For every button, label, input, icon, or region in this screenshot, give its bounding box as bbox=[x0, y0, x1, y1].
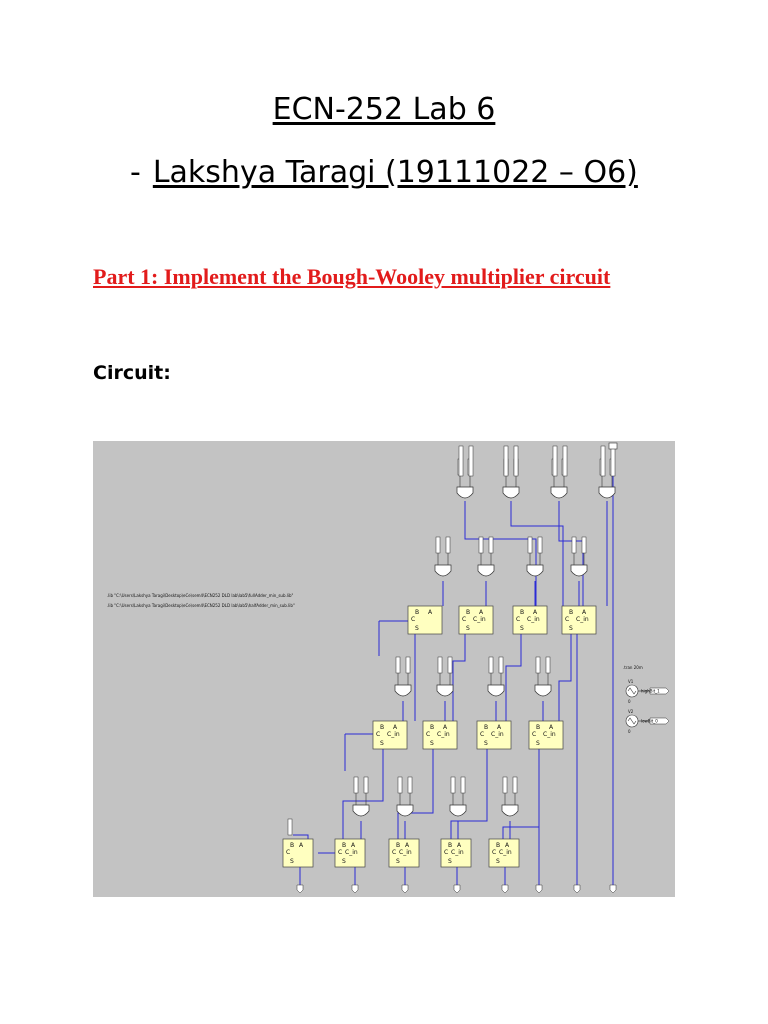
full-adder-block bbox=[441, 839, 471, 867]
schematic-drawing bbox=[93, 441, 675, 897]
svg-text:S: S bbox=[430, 740, 434, 747]
svg-text:C_in: C_in bbox=[399, 849, 412, 856]
input-tag bbox=[504, 446, 508, 476]
svg-text:S: S bbox=[396, 858, 400, 865]
svg-text:C_in: C_in bbox=[345, 849, 358, 856]
and-gate bbox=[527, 537, 543, 576]
full-adder-block bbox=[335, 839, 365, 867]
voltage-source-v2 bbox=[626, 709, 669, 734]
author-dash: - bbox=[130, 155, 141, 190]
svg-text:S: S bbox=[536, 740, 540, 747]
input-tag bbox=[601, 446, 605, 476]
svg-text:S: S bbox=[290, 858, 294, 865]
svg-text:S: S bbox=[415, 625, 419, 632]
svg-text:A: A bbox=[533, 609, 538, 616]
output-flag bbox=[536, 885, 542, 893]
svg-text:S: S bbox=[342, 858, 346, 865]
svg-text:A: A bbox=[505, 842, 510, 849]
lib-line-2: .lib "C:\Users\Lakshya Taragi\Desktop\eCe\sem4\ECN252 DLD lab\lab5\halfAdder_min_sub.lib" bbox=[107, 603, 295, 608]
svg-text:C: C bbox=[492, 849, 497, 856]
input-tag bbox=[288, 819, 292, 835]
svg-text:C: C bbox=[426, 731, 431, 738]
svg-text:A: A bbox=[479, 609, 484, 616]
voltage-source-v1 bbox=[626, 679, 669, 704]
half-adder-block bbox=[408, 606, 442, 634]
svg-text:A: A bbox=[428, 609, 433, 616]
svg-text:C_in: C_in bbox=[527, 616, 540, 623]
svg-text:B: B bbox=[484, 724, 489, 731]
svg-text:A: A bbox=[443, 724, 448, 731]
svg-text:A: A bbox=[351, 842, 356, 849]
full-adder-block bbox=[489, 839, 519, 867]
output-flag bbox=[352, 885, 358, 893]
document-title bbox=[0, 92, 768, 127]
input-pin bbox=[609, 443, 617, 449]
and-gate bbox=[437, 657, 453, 696]
svg-text:B: B bbox=[448, 842, 453, 849]
and-gate bbox=[395, 657, 411, 696]
and-gate bbox=[535, 657, 551, 696]
v1-net: highBit_1 bbox=[641, 688, 660, 694]
and-gate bbox=[435, 537, 451, 576]
output-flag bbox=[402, 885, 408, 893]
svg-text:C_in: C_in bbox=[576, 616, 589, 623]
svg-text:C: C bbox=[462, 616, 467, 623]
svg-text:A: A bbox=[457, 842, 462, 849]
and-gate bbox=[450, 777, 466, 816]
and-gate bbox=[502, 777, 518, 816]
svg-text:B: B bbox=[342, 842, 347, 849]
document-title-text: ECN-252 Lab 6 bbox=[272, 92, 496, 127]
svg-text:C_in: C_in bbox=[499, 849, 512, 856]
output-flag bbox=[454, 885, 460, 893]
input-tag bbox=[611, 446, 615, 476]
svg-text:C_in: C_in bbox=[473, 616, 486, 623]
author-name: Lakshya Taragi (19111022 – O6) bbox=[152, 155, 638, 190]
svg-text:C: C bbox=[411, 616, 416, 623]
author-line bbox=[130, 155, 638, 190]
svg-text:C_in: C_in bbox=[543, 731, 556, 738]
full-adder-block bbox=[562, 606, 596, 634]
svg-text:C: C bbox=[286, 849, 291, 856]
svg-text:B: B bbox=[415, 609, 420, 616]
svg-text:C_in: C_in bbox=[387, 731, 400, 738]
output-flag bbox=[610, 885, 616, 893]
lib-line-1: .lib "C:\Users\Lakshya Taragi\Desktop\eCe\sem4\ECN252 DLD lab\lab5\fullAdder_min_sub.lib" bbox=[107, 593, 294, 598]
svg-text:B: B bbox=[496, 842, 501, 849]
full-adder-block bbox=[459, 606, 493, 634]
circuit-schematic bbox=[93, 441, 675, 897]
v1-value: 0 bbox=[628, 699, 631, 704]
svg-text:S: S bbox=[448, 858, 452, 865]
svg-text:C: C bbox=[338, 849, 343, 856]
svg-text:C: C bbox=[480, 731, 485, 738]
svg-text:A: A bbox=[582, 609, 587, 616]
input-tag bbox=[553, 446, 557, 476]
svg-text:S: S bbox=[520, 625, 524, 632]
svg-text:B: B bbox=[536, 724, 541, 731]
output-flag bbox=[574, 885, 580, 893]
svg-text:A: A bbox=[405, 842, 410, 849]
full-adder-block bbox=[423, 721, 457, 749]
svg-text:S: S bbox=[569, 625, 573, 632]
svg-text:S: S bbox=[466, 625, 470, 632]
v1-name: V1 bbox=[628, 679, 634, 684]
output-flag bbox=[297, 885, 303, 893]
svg-text:B: B bbox=[396, 842, 401, 849]
v2-name: V2 bbox=[628, 709, 634, 714]
svg-text:B: B bbox=[430, 724, 435, 731]
svg-text:A: A bbox=[299, 842, 304, 849]
and-gate bbox=[571, 537, 587, 576]
and-gate bbox=[353, 777, 369, 816]
svg-text:C: C bbox=[444, 849, 449, 856]
half-adder-block bbox=[283, 839, 313, 867]
svg-text:C_in: C_in bbox=[491, 731, 504, 738]
svg-text:C: C bbox=[376, 731, 381, 738]
svg-text:A: A bbox=[393, 724, 398, 731]
svg-text:C: C bbox=[565, 616, 570, 623]
input-tag bbox=[514, 446, 518, 476]
svg-text:S: S bbox=[484, 740, 488, 747]
full-adder-block bbox=[373, 721, 407, 749]
svg-text:C_in: C_in bbox=[437, 731, 450, 738]
svg-text:C: C bbox=[532, 731, 537, 738]
svg-text:B: B bbox=[569, 609, 574, 616]
svg-text:S: S bbox=[496, 858, 500, 865]
full-adder-block bbox=[513, 606, 547, 634]
and-gate bbox=[397, 777, 413, 816]
full-adder-block bbox=[477, 721, 511, 749]
input-tag bbox=[469, 446, 473, 476]
part-heading: Part 1: Implement the Bough-Wooley multiplier circuit bbox=[93, 264, 611, 289]
svg-text:C_in: C_in bbox=[451, 849, 464, 856]
full-adder-block bbox=[389, 839, 419, 867]
v2-value: 0 bbox=[628, 729, 631, 734]
svg-text:B: B bbox=[520, 609, 525, 616]
input-tag bbox=[563, 446, 567, 476]
svg-text:B: B bbox=[290, 842, 295, 849]
svg-text:B: B bbox=[466, 609, 471, 616]
svg-text:B: B bbox=[380, 724, 385, 731]
svg-text:S: S bbox=[380, 740, 384, 747]
input-tag bbox=[459, 446, 463, 476]
circuit-label: Circuit: bbox=[93, 362, 171, 384]
svg-text:A: A bbox=[497, 724, 502, 731]
svg-text:C: C bbox=[516, 616, 521, 623]
and-gate bbox=[478, 537, 494, 576]
and-gate bbox=[488, 657, 504, 696]
svg-text:A: A bbox=[549, 724, 554, 731]
v2-net: lowBit_0 bbox=[641, 718, 658, 724]
output-flag bbox=[502, 885, 508, 893]
full-adder-block bbox=[529, 721, 563, 749]
svg-text:C: C bbox=[392, 849, 397, 856]
tran-directive: .tran 20m bbox=[623, 665, 643, 670]
